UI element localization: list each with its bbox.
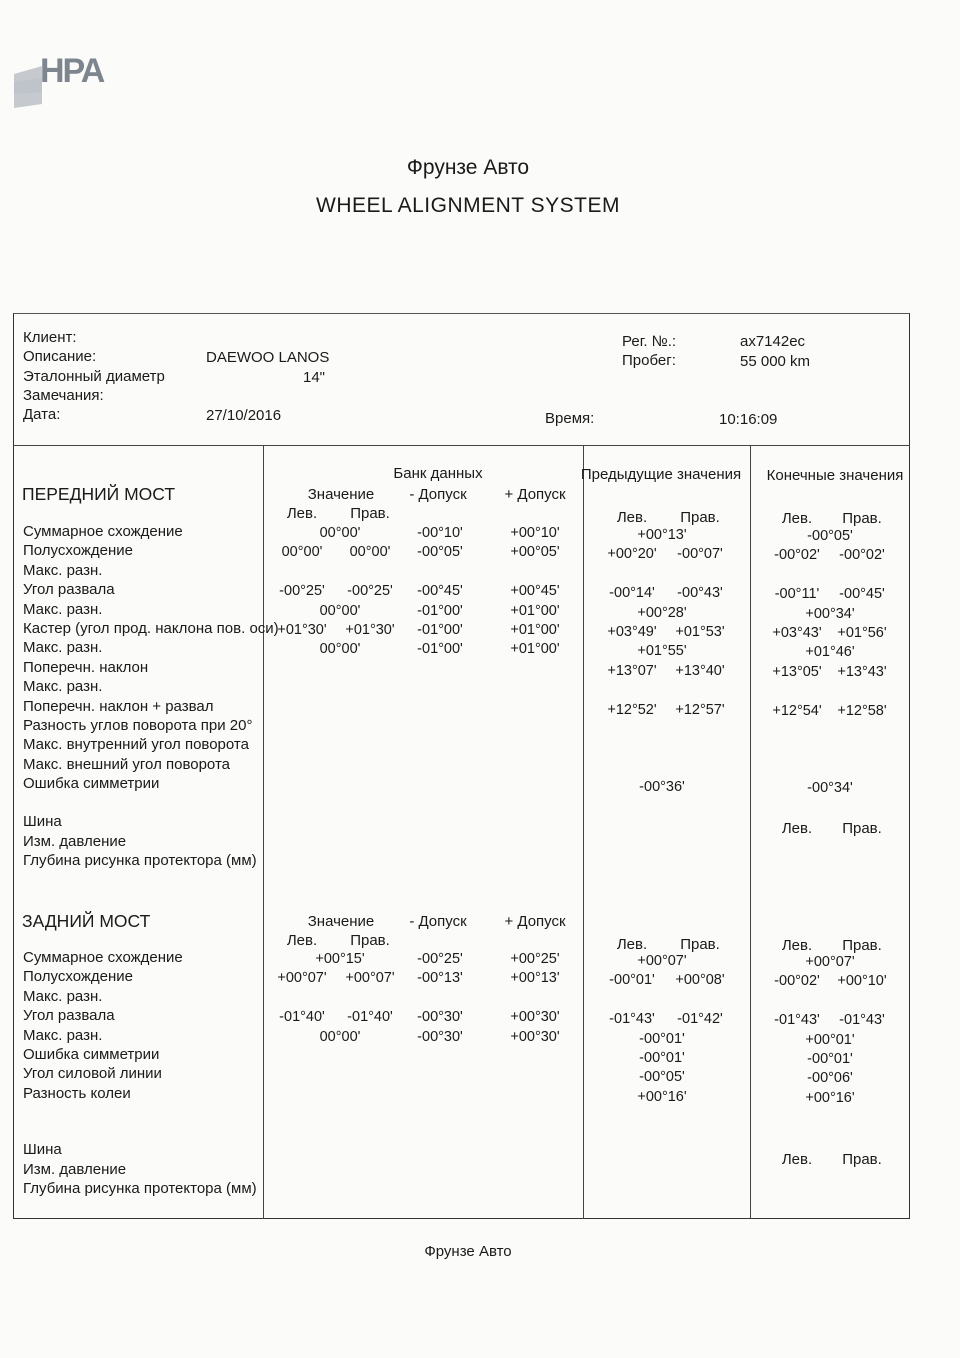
front-final-left: -00°02'	[774, 547, 820, 564]
front-row-label: Ошибка симметрии	[23, 775, 160, 793]
rear-row-label: Ошибка симметрии	[23, 1046, 160, 1063]
front-plus-header: + Допуск	[504, 486, 566, 503]
rear-row-label: Разность колеи	[23, 1084, 131, 1102]
rear-prev-right: -01°42'	[677, 1011, 723, 1028]
front-prev-right: +12°57'	[675, 701, 725, 718]
diameter-label: Эталонный диаметр	[23, 368, 165, 385]
front-spec-right: 00°00'	[349, 544, 391, 561]
rear-prev-value: +00°16'	[637, 1088, 687, 1105]
front-final-value: -00°05'	[807, 528, 853, 544]
front-plus-tol: +01°00'	[510, 641, 560, 658]
front-spec-left: 00°00'	[281, 544, 323, 561]
front-minus-tol: -00°45'	[417, 583, 463, 600]
front-spec-right-header: Прав.	[350, 505, 390, 522]
rear-plus-tol: +00°13'	[510, 970, 560, 987]
front-spec-left: -00°25'	[279, 583, 325, 600]
rear-prev-value: -00°01'	[639, 1050, 685, 1066]
front-prev-left-header: Лев.	[616, 509, 648, 526]
col-divider-2	[583, 445, 584, 1219]
rear-tire-left-header: Лев.	[781, 1151, 813, 1168]
front-prev-value: +01°55'	[637, 643, 687, 660]
front-tire-left-header: Лев.	[781, 820, 813, 837]
footer-company: Фрунзе Авто	[424, 1243, 512, 1260]
front-final-value: -00°34'	[807, 780, 853, 797]
client-label: Клиент:	[23, 329, 77, 346]
rear-pressure-label: Изм. давление	[23, 1160, 127, 1178]
rear-spec-right: -01°40'	[347, 1009, 393, 1026]
mileage-value: 55 000 km	[740, 353, 811, 370]
front-row-label: Суммарное схождение	[23, 523, 183, 540]
time-value: 10:16:09	[719, 411, 778, 428]
front-final-left: +13°05'	[772, 663, 822, 680]
front-prev-right-header: Прав.	[680, 509, 720, 526]
rear-spec-left-header: Лев.	[286, 932, 318, 949]
info-divider	[13, 445, 910, 446]
front-prev-value: +00°13'	[637, 527, 687, 543]
front-plus-tol: +01°00'	[510, 622, 560, 638]
rear-final-left-header: Лев.	[781, 937, 813, 954]
rear-prev-right: +00°08'	[675, 972, 725, 989]
hpa-logo	[14, 48, 130, 108]
front-final-right: -00°02'	[839, 547, 885, 564]
front-final-value: +00°34'	[805, 605, 855, 622]
col-divider-1	[263, 445, 264, 1219]
front-row-label: Макс. разн.	[23, 600, 103, 618]
front-prev-value: -00°36'	[639, 779, 685, 796]
front-row-label: Макс. разн.	[23, 678, 103, 696]
front-prev-left: +00°20'	[607, 546, 657, 563]
rear-row-label: Суммарное схождение	[23, 949, 183, 966]
rear-final-value: -00°06'	[807, 1070, 853, 1087]
col-divider-3	[750, 445, 751, 1219]
front-final-right: -00°45'	[839, 586, 885, 603]
rear-tire-label: Шина	[23, 1141, 62, 1158]
rear-row-label: Угол развала	[23, 1007, 115, 1025]
rear-prev-value: -00°01'	[639, 1030, 685, 1047]
front-final-left-header: Лев.	[781, 510, 813, 527]
rear-tread-label: Глубина рисунка протектора (мм)	[23, 1180, 257, 1197]
front-plus-tol: +00°10'	[510, 525, 560, 541]
date-value: 27/10/2016	[206, 407, 282, 424]
front-final-left: -00°11'	[774, 586, 820, 603]
rear-spec-value: +00°15'	[315, 951, 365, 967]
front-spec-left: +01°30'	[277, 622, 327, 638]
front-prev-left: +03°49'	[607, 624, 657, 640]
rear-prev-right-header: Прав.	[680, 936, 720, 953]
rear-final-right: +00°10'	[837, 973, 887, 990]
rear-final-value: +00°16'	[805, 1089, 855, 1106]
front-minus-tol: -00°10'	[417, 525, 463, 541]
date-label: Дата:	[23, 406, 61, 423]
front-final-right: +12°58'	[837, 702, 887, 719]
rear-row-label: Угол силовой линии	[23, 1065, 162, 1083]
front-plus-tol: +00°05'	[510, 544, 560, 561]
front-prev-left: -00°14'	[609, 585, 655, 602]
rear-spec-right: +00°07'	[345, 970, 395, 987]
reg-value: ax7142ec	[740, 333, 806, 350]
front-prev-right: -00°43'	[677, 585, 723, 602]
rear-final-left: -00°02'	[774, 973, 820, 990]
front-final-left: +12°54'	[772, 702, 822, 719]
front-row-label: Полусхождение	[23, 542, 134, 560]
diameter-value: 14"	[303, 369, 326, 386]
front-pressure-label: Изм. давление	[23, 832, 127, 850]
time-label: Время:	[545, 410, 595, 427]
rear-final-left: -01°43'	[774, 1012, 820, 1029]
front-row-label: Угол развала	[23, 581, 115, 599]
rear-row-label: Полусхождение	[23, 968, 134, 986]
front-final-left: +03°43'	[772, 625, 822, 641]
rear-minus-header: - Допуск	[409, 913, 467, 930]
front-final-value: +01°46'	[805, 644, 855, 661]
rear-prev-left: -00°01'	[609, 972, 655, 989]
rear-spec-right-header: Прав.	[350, 932, 390, 949]
front-final-right: +13°43'	[837, 663, 887, 680]
reg-label: Рег. №.:	[622, 333, 677, 350]
rear-plus-tol: +00°25'	[510, 951, 560, 967]
front-prev-left: +13°07'	[607, 662, 657, 679]
front-prev-right: -00°07'	[677, 546, 723, 563]
front-minus-tol: -00°05'	[417, 544, 463, 561]
rear-value-header: Значение	[307, 913, 375, 930]
front-row-label: Разность углов поворота при 20°	[23, 717, 253, 734]
rear-minus-tol: -00°30'	[417, 1028, 463, 1045]
rear-spec-left: +00°07'	[277, 970, 327, 987]
front-final-right: +01°56'	[837, 625, 887, 641]
rear-spec-value: 00°00'	[319, 1028, 361, 1045]
rear-minus-tol: -00°30'	[417, 1009, 463, 1026]
front-minus-tol: -01°00'	[417, 641, 463, 658]
front-row-label: Кастер (угол прод. наклона пов. оси)	[23, 620, 279, 637]
front-spec-left-header: Лев.	[286, 505, 318, 522]
front-plus-tol: +01°00'	[510, 602, 560, 619]
rear-row-label: Макс. разн.	[23, 987, 103, 1005]
front-spec-value: 00°00'	[319, 602, 361, 619]
notes-label: Замечания:	[23, 387, 104, 404]
front-prev-right: +13°40'	[675, 662, 725, 679]
front-tread-label: Глубина рисунка протектора (мм)	[23, 852, 257, 869]
logo-text: HPA	[40, 52, 104, 90]
rear-prev-left-header: Лев.	[616, 936, 648, 953]
front-minus-tol: -01°00'	[417, 602, 463, 619]
mileage-label: Пробег:	[622, 352, 676, 369]
rear-minus-tol: -00°25'	[417, 951, 463, 967]
front-spec-right: -00°25'	[347, 583, 393, 600]
front-row-label: Макс. внутренний угол поворота	[23, 736, 249, 754]
rear-final-value: +00°07'	[805, 954, 855, 970]
rear-plus-header: + Допуск	[504, 913, 566, 930]
company-title: Фрунзе Авто	[406, 156, 530, 179]
front-spec-value: 00°00'	[319, 525, 361, 541]
previous-header: Предыдущие значения	[580, 466, 742, 483]
front-spec-right: +01°30'	[345, 622, 395, 638]
rear-plus-tol: +00°30'	[510, 1028, 560, 1045]
description-label: Описание:	[23, 348, 97, 365]
front-row-label: Поперечн. наклон	[23, 658, 149, 676]
front-row-label: Макс. внешний угол поворота	[23, 755, 230, 773]
front-prev-right: +01°53'	[675, 624, 725, 640]
rear-spec-left: -01°40'	[279, 1009, 325, 1026]
front-value-header: Значение	[307, 486, 375, 503]
rear-prev-value: -00°05'	[639, 1069, 685, 1086]
rear-prev-value: +00°07'	[637, 953, 687, 969]
front-axle-title: ПЕРЕДНИЙ МОСТ	[22, 484, 176, 504]
rear-plus-tol: +00°30'	[510, 1009, 560, 1026]
databank-header: Банк данных	[393, 465, 483, 482]
rear-row-label: Макс. разн.	[23, 1026, 103, 1044]
front-row-label: Поперечн. наклон + развал	[23, 697, 214, 715]
front-minus-header: - Допуск	[409, 486, 467, 503]
front-spec-value: 00°00'	[319, 641, 361, 658]
front-plus-tol: +00°45'	[510, 583, 560, 600]
front-row-label: Макс. разн.	[23, 639, 103, 657]
front-row-label: Макс. разн.	[23, 561, 103, 579]
rear-axle-title: ЗАДНИЙ МОСТ	[22, 911, 151, 931]
rear-final-right: -01°43'	[839, 1012, 885, 1029]
front-prev-left: +12°52'	[607, 701, 657, 718]
system-title: WHEEL ALIGNMENT SYSTEM	[316, 194, 620, 217]
front-prev-value: +00°28'	[637, 604, 687, 621]
rear-prev-left: -01°43'	[609, 1011, 655, 1028]
final-header: Конечные значения	[766, 467, 904, 484]
rear-tire-right-header: Прав.	[842, 1151, 882, 1168]
rear-final-right-header: Прав.	[842, 937, 882, 954]
description-value: DAEWOO LANOS	[206, 349, 330, 366]
front-final-right-header: Прав.	[842, 510, 882, 527]
rear-final-value: +00°01'	[805, 1031, 855, 1048]
rear-final-value: -00°01'	[807, 1051, 853, 1067]
rear-minus-tol: -00°13'	[417, 970, 463, 987]
front-tire-label: Шина	[23, 813, 62, 830]
front-minus-tol: -01°00'	[417, 622, 463, 638]
front-tire-right-header: Прав.	[842, 820, 882, 837]
